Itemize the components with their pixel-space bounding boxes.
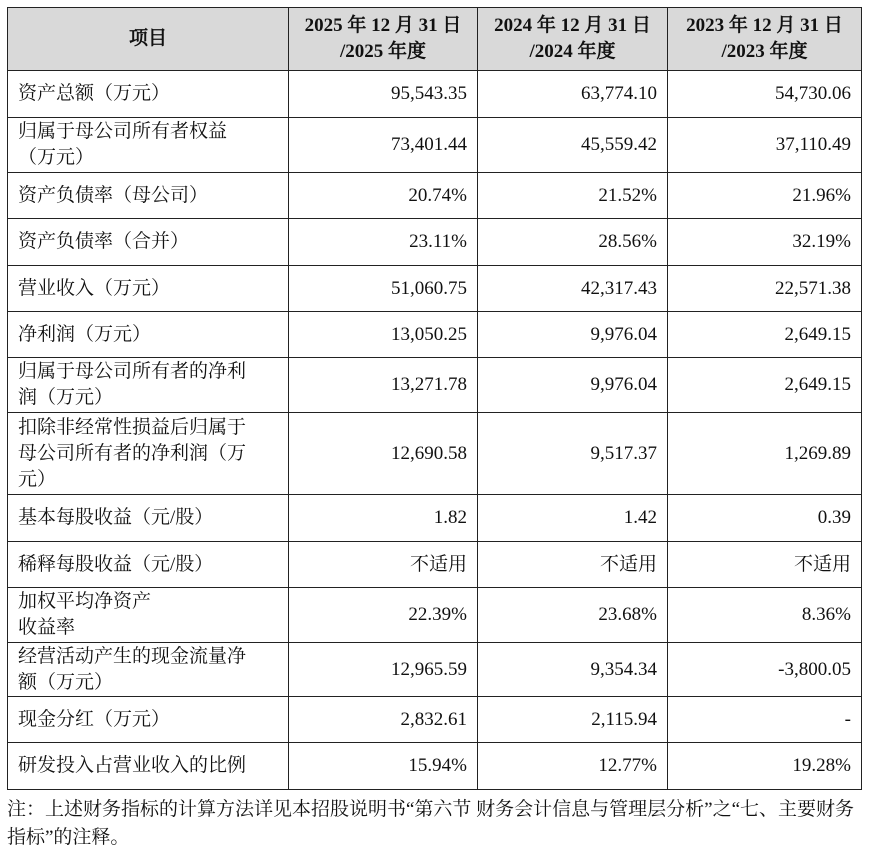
row-value-2024: 不适用 bbox=[478, 542, 668, 588]
header-2023: 2023 年 12 月 31 日 /2023 年度 bbox=[668, 8, 862, 71]
row-value-2023: 2,649.15 bbox=[668, 358, 862, 413]
row-value-2023: 0.39 bbox=[668, 495, 862, 542]
row-label: 归属于母公司所有者的净利 润（万元） bbox=[8, 358, 289, 413]
row-label: 营业收入（万元） bbox=[8, 266, 289, 312]
header-item: 项目 bbox=[8, 8, 289, 71]
row-label: 基本每股收益（元/股） bbox=[8, 495, 289, 542]
row-label: 现金分红（万元） bbox=[8, 697, 289, 743]
row-value-2024: 9,976.04 bbox=[478, 358, 668, 413]
row-value-2025: 22.39% bbox=[289, 588, 478, 643]
row-value-2024: 9,354.34 bbox=[478, 643, 668, 697]
table-row bbox=[8, 312, 862, 358]
table-footnote: 注：上述财务指标的计算方法详见本招股说明书“第六节 财务会计信息与管理层分析”之“七、主要财务指标”的注释。 bbox=[7, 799, 855, 848]
row-label: 扣除非经常性损益后归属于 母公司所有者的净利润（万 元） bbox=[8, 413, 289, 495]
row-label: 资产负债率（合并） bbox=[8, 219, 289, 266]
row-value-2024: 45,559.42 bbox=[478, 118, 668, 173]
table-row bbox=[8, 697, 862, 743]
row-label: 资产总额（万元） bbox=[8, 71, 289, 118]
row-value-2025: 2,832.61 bbox=[289, 697, 478, 743]
table-row bbox=[8, 266, 862, 312]
row-value-2023: 21.96% bbox=[668, 173, 862, 219]
financial-indicators-table bbox=[7, 7, 862, 790]
row-value-2024: 21.52% bbox=[478, 173, 668, 219]
table-row bbox=[8, 219, 862, 266]
row-value-2025: 23.11% bbox=[289, 219, 478, 266]
table-row bbox=[8, 743, 862, 790]
row-value-2024: 12.77% bbox=[478, 743, 668, 790]
row-label: 经营活动产生的现金流量净 额（万元） bbox=[8, 643, 289, 697]
row-label: 加权平均净资产 收益率 bbox=[8, 588, 289, 643]
table-row bbox=[8, 358, 862, 413]
row-value-2023: 32.19% bbox=[668, 219, 862, 266]
table-row bbox=[8, 588, 862, 643]
row-value-2025: 73,401.44 bbox=[289, 118, 478, 173]
row-label: 资产负债率（母公司） bbox=[8, 173, 289, 219]
row-value-2025: 51,060.75 bbox=[289, 266, 478, 312]
row-value-2023: - bbox=[668, 697, 862, 743]
row-value-2025: 不适用 bbox=[289, 542, 478, 588]
row-value-2024: 63,774.10 bbox=[478, 71, 668, 118]
row-value-2025: 1.82 bbox=[289, 495, 478, 542]
row-value-2023: 1,269.89 bbox=[668, 413, 862, 495]
row-label: 稀释每股收益（元/股） bbox=[8, 542, 289, 588]
row-value-2025: 15.94% bbox=[289, 743, 478, 790]
row-value-2025: 12,965.59 bbox=[289, 643, 478, 697]
table-row bbox=[8, 71, 862, 118]
row-value-2023: 37,110.49 bbox=[668, 118, 862, 173]
header-2024: 2024 年 12 月 31 日 /2024 年度 bbox=[478, 8, 668, 71]
header-2025: 2025 年 12 月 31 日 /2025 年度 bbox=[289, 8, 478, 71]
row-value-2025: 95,543.35 bbox=[289, 71, 478, 118]
row-value-2023: 19.28% bbox=[668, 743, 862, 790]
row-value-2023: 22,571.38 bbox=[668, 266, 862, 312]
row-value-2025: 13,271.78 bbox=[289, 358, 478, 413]
header-row bbox=[8, 8, 862, 71]
row-value-2024: 1.42 bbox=[478, 495, 668, 542]
table-row bbox=[8, 413, 862, 495]
row-value-2023: 8.36% bbox=[668, 588, 862, 643]
table-row bbox=[8, 173, 862, 219]
row-value-2025: 13,050.25 bbox=[289, 312, 478, 358]
table-row bbox=[8, 542, 862, 588]
row-value-2025: 12,690.58 bbox=[289, 413, 478, 495]
row-value-2023: 不适用 bbox=[668, 542, 862, 588]
row-label: 净利润（万元） bbox=[8, 312, 289, 358]
row-label: 研发投入占营业收入的比例 bbox=[8, 743, 289, 790]
row-value-2025: 20.74% bbox=[289, 173, 478, 219]
table-row bbox=[8, 118, 862, 173]
row-value-2023: -3,800.05 bbox=[668, 643, 862, 697]
row-label: 归属于母公司所有者权益 （万元） bbox=[8, 118, 289, 173]
row-value-2024: 28.56% bbox=[478, 219, 668, 266]
table-row bbox=[8, 495, 862, 542]
table-row bbox=[8, 643, 862, 697]
row-value-2023: 54,730.06 bbox=[668, 71, 862, 118]
row-value-2024: 9,517.37 bbox=[478, 413, 668, 495]
row-value-2024: 23.68% bbox=[478, 588, 668, 643]
row-value-2024: 42,317.43 bbox=[478, 266, 668, 312]
row-value-2024: 9,976.04 bbox=[478, 312, 668, 358]
row-value-2023: 2,649.15 bbox=[668, 312, 862, 358]
row-value-2024: 2,115.94 bbox=[478, 697, 668, 743]
